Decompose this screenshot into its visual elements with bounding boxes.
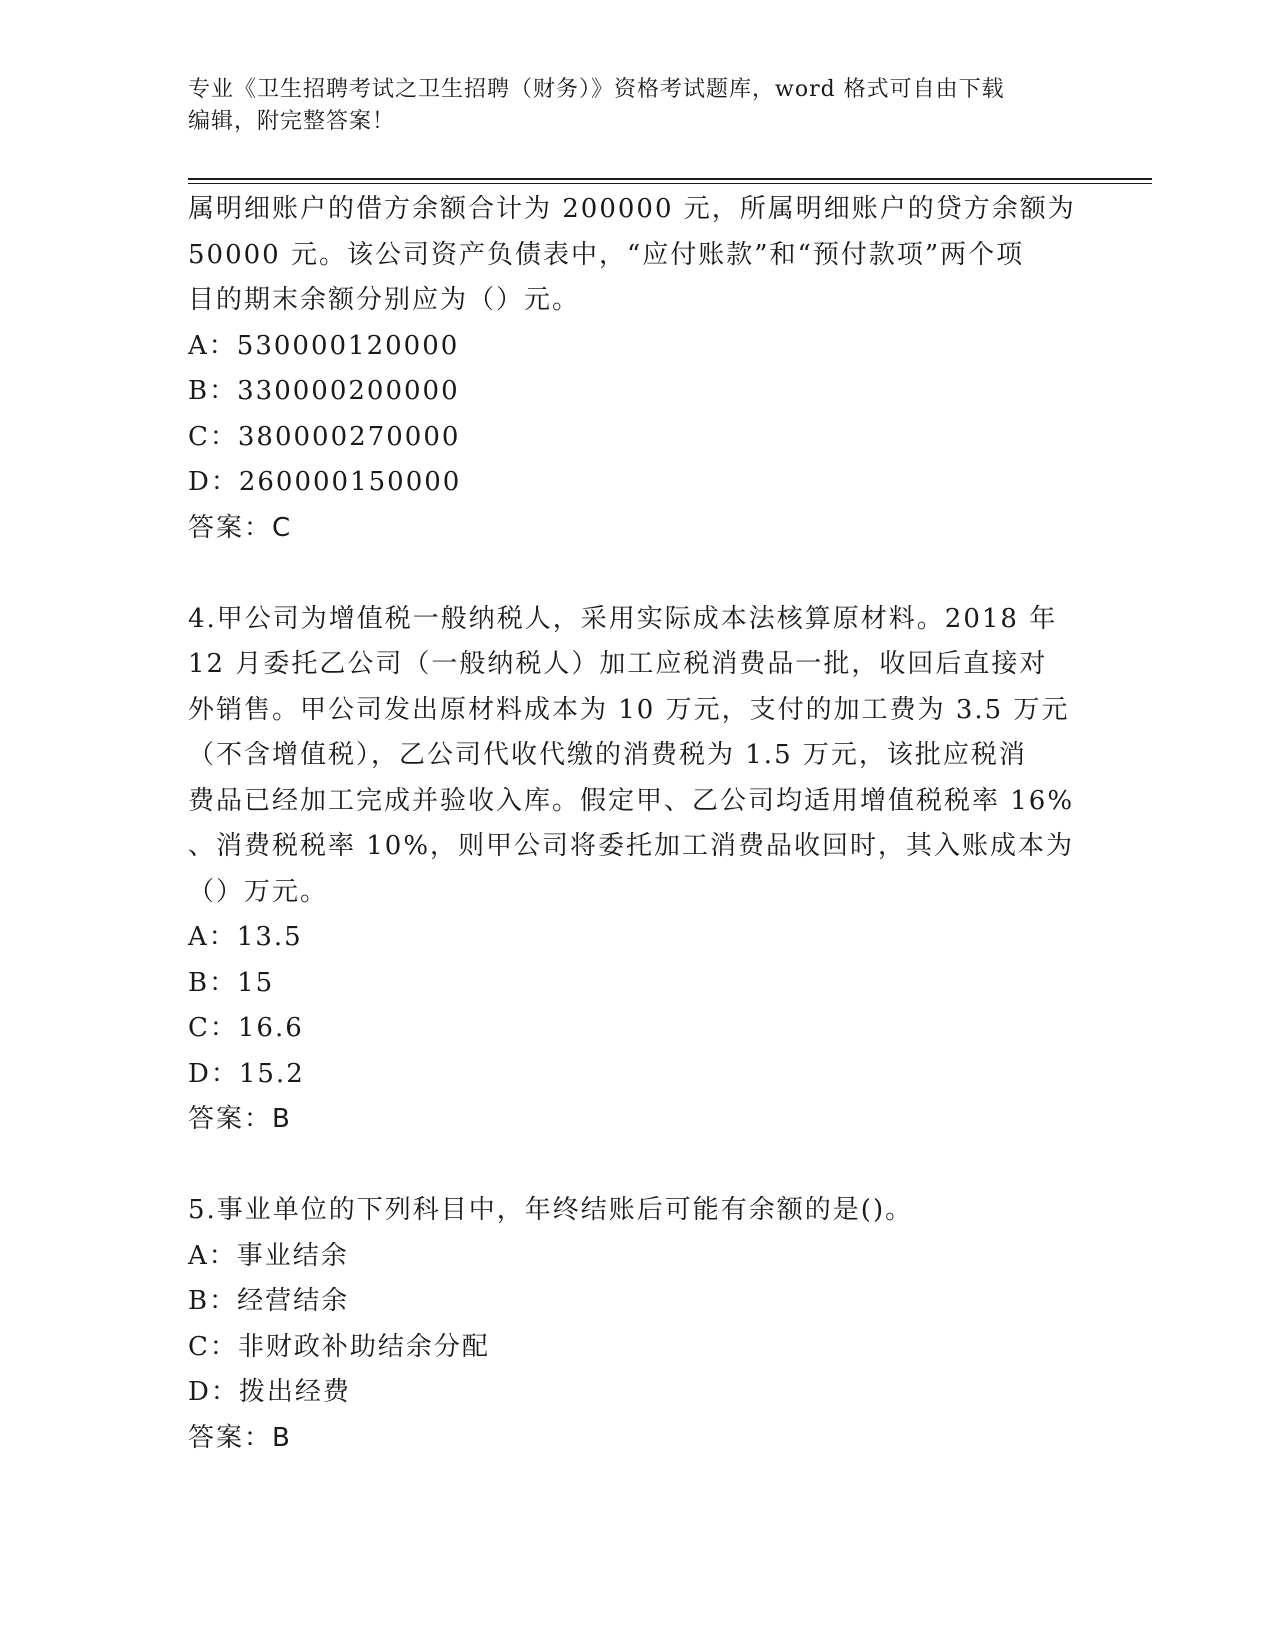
question-stem-line: 4.甲公司为增值税一般纳税人，采用实际成本法核算原材料。2018 年 <box>188 603 1058 634</box>
option-c: C：380000270000 <box>188 421 461 452</box>
option-a: A：530000120000 <box>188 330 460 361</box>
answer-line: 答案：B <box>188 1422 292 1453</box>
option-a: A：13.5 <box>188 922 303 952</box>
question-stem-line: 5.事业单位的下列科目中，年终结账后可能有余额的是()。 <box>188 1195 914 1225</box>
question-stem-line: 目的期末余额分别应为（）元。 <box>188 285 581 315</box>
option-a: A：事业结余 <box>188 1240 349 1271</box>
question-stem-line: 外销售。甲公司发出原材料成本为 10 万元，支付的加工费为 3.5 万元 <box>188 694 1070 725</box>
option-b: B：15 <box>188 967 275 998</box>
header-rule-thin <box>188 183 1152 184</box>
spacer <box>188 1143 1088 1189</box>
question-stem-line: 12 月委托乙公司（一般纳税人）加工应税消费品一批，收回后直接对 <box>188 649 1048 679</box>
question-stem-line: （）万元。 <box>188 876 329 907</box>
option-c: C：16.6 <box>188 1013 304 1043</box>
question-5 <box>188 1188 1088 1461</box>
question-4 <box>188 597 1088 1143</box>
question-stem-line: （不含增值税），乙公司代收代缴的消费税为 1.5 万元，该批应税消 <box>188 740 1027 770</box>
header-line-1: 专业《卫生招聘考试之卫生招聘（财务）》资格考试题库，word 格式可自由下载 <box>188 77 1005 102</box>
option-b: B：330000200000 <box>188 376 460 406</box>
question-stem-line: 、消费税税率 10%，则甲公司将委托加工消费品收回时，其入账成本为 <box>188 831 1075 861</box>
question-stem-line: 属明细账户的借方余额合计为 200000 元，所属明细账户的贷方余额为 <box>188 194 1076 224</box>
question-3 <box>188 187 1088 551</box>
answer-line: 答案：B <box>188 1104 292 1134</box>
option-b: B：经营结余 <box>188 1286 350 1316</box>
question-stem-line: 50000 元。该公司资产负债表中，“应付账款”和“预付款项”两个项 <box>188 239 1025 270</box>
option-d: D：15.2 <box>188 1058 305 1089</box>
header-line-2: 编辑，附完整答案！ <box>188 109 396 134</box>
option-d: D：拨出经费 <box>188 1377 351 1407</box>
option-d: D：260000150000 <box>188 467 462 497</box>
spacer <box>188 551 1088 597</box>
document-body <box>188 187 1088 1461</box>
header-rule-thick <box>188 178 1152 180</box>
question-stem-line: 费品已经加工完成并验收入库。假定甲、乙公司均适用增值税税率 16% <box>188 785 1075 816</box>
document-header <box>188 74 1088 138</box>
option-c: C：非财政补助结余分配 <box>188 1331 490 1362</box>
answer-line: 答案：C <box>188 512 293 543</box>
